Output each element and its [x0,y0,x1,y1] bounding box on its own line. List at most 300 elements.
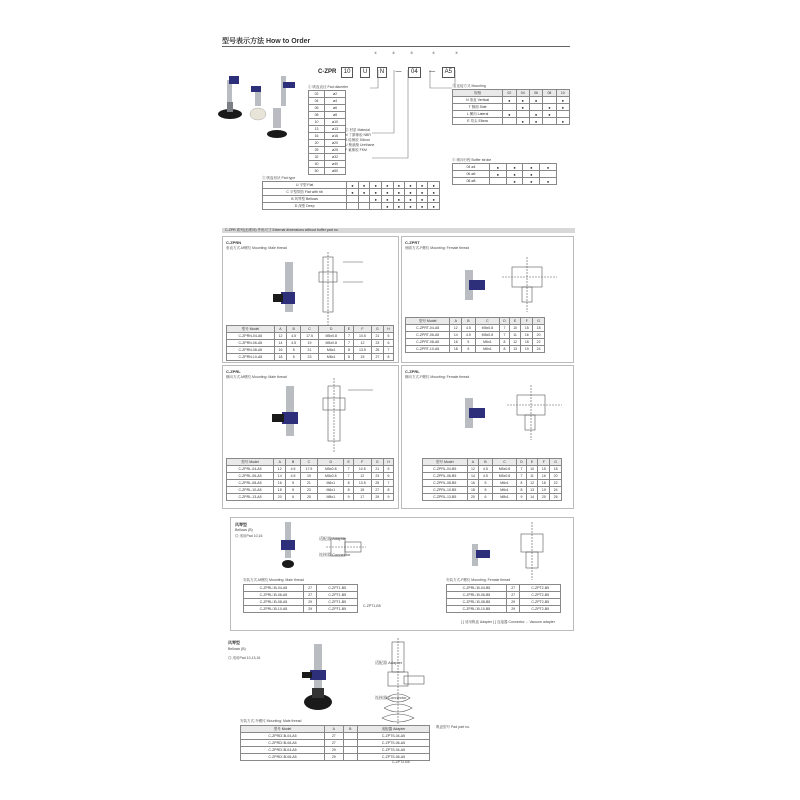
table-cell: 12 [354,340,372,347]
table-cell [543,118,556,125]
panel-4-table [422,458,562,501]
panel-4 [401,365,574,509]
table-cell: C-ZPRL-06-A5 [227,473,274,480]
table-header: F [538,459,550,466]
panel-subtitle: 横向方式-M螺纹 Mounting: Male thread [226,375,287,379]
table-row [241,726,430,733]
bellows-section-connector-label: 连接器 Connector [375,695,407,700]
table-cell: C-ZPRT-06-A5 [406,332,450,339]
table-cell: 14 [467,473,479,480]
table-cell: 7 [517,466,526,473]
table-cell: 13 [309,126,325,133]
table-cell: C-ZPRD□B-04-A5 [241,747,325,754]
table-cell: ● [503,111,516,118]
table-header: F [521,318,533,325]
panel-3-table [226,458,394,501]
table-header: H [383,459,393,466]
table-cell: C-ZPRT-04-A5 [406,325,450,332]
table-header: D [318,326,344,333]
table-cell: 6 [286,494,300,501]
table-cell: M8x1 [318,494,344,501]
table-cell: 8 [344,487,354,494]
table-cell: 16 [450,339,462,346]
size-table-block [308,85,348,175]
table-cell: 18 [550,466,562,473]
table-cell: C-ZPRN-08-A5 [227,347,275,354]
panel-title: C-ZPRL [226,369,241,374]
marker-2: ② [392,51,396,55]
order-code-part-material: U [360,67,370,78]
table-cell: 17.5 [301,333,319,340]
table-cell: C-ZPRL-13-A5 [227,494,274,501]
table-cell: C-ZPRL□B-08-B5 [447,599,507,606]
table-cell [343,754,357,761]
table-cell: 11 [509,332,521,339]
table-row [406,339,545,346]
table-cell: 22 [550,480,562,487]
table-cell: ● [506,171,523,178]
table-cell: ● [489,164,506,171]
table-header: 型号 Model [423,459,468,466]
table-header: H [384,326,394,333]
table-cell: 29 [325,747,344,754]
table-header: F [354,326,372,333]
marker-1: ① [374,51,378,55]
table-cell: M6x1 [318,347,344,354]
table-header: A [274,326,286,333]
table-cell: C-ZPT2-B5 [520,585,561,592]
panel-3-drawing [268,378,388,458]
table-header: C [300,459,318,466]
table-cell: M5x0.8 [318,466,344,473]
table-cell: 7 [500,325,509,332]
table-cell: 21 [301,347,319,354]
table-cell: 12 [509,339,521,346]
bellows-side-model: C-ZPT1-B5 [363,604,381,608]
table-cell: C-ZPRN-06-A5 [227,340,275,347]
table-cell: 7 [344,466,354,473]
table-cell: 12 [274,466,286,473]
table-cell: C-ZPRL-06-B5 [423,473,468,480]
table-row [227,494,394,501]
bellows-section-drawing [372,638,442,738]
table-header: B [462,318,475,325]
table-cell: 13.5 [354,347,372,354]
table-cell: B 风琴型 Bellows [263,196,347,203]
table-row [309,112,346,119]
bellows-adapter-label: 适配器 Adapter [319,536,347,541]
table-cell: ● [529,118,542,125]
table-cell: 29 [303,599,317,606]
table-cell: C-ZPRN-04-A5 [227,333,275,340]
bellows-section-adapter-label: 适配器 Adapter [375,660,403,665]
table-cell: 27 [303,585,317,592]
marker-5: ⑤ [455,51,459,55]
bellows-subtitle: Bellows (B) [235,528,253,532]
table-cell: 4.5 [479,473,492,480]
table-cell [343,733,357,740]
size-table [308,90,346,175]
table-cell: ● [370,189,382,196]
table-cell: 8 [344,354,354,361]
table-row [406,318,545,325]
table-cell: M5x0.8 [318,473,344,480]
bellows-title: 风琴型 [235,522,247,527]
table-cell [358,203,370,210]
marker-3: ③ [410,51,414,55]
table-header: D [318,459,344,466]
bellows-left-drawing [271,520,371,578]
table-cell: 5 [286,480,300,487]
table-cell: 5 [287,347,301,354]
table-header: G [371,459,383,466]
table-header: D [500,318,509,325]
table-cell: ● [382,189,394,196]
table-cell: 15 [521,325,533,332]
table-row [309,105,346,112]
table-header: B [287,326,301,333]
table-cell: ● [503,97,516,104]
table-cell: ● [405,196,417,203]
table-header: A [325,726,344,733]
table-cell: C-ZPRD□B-04-A5 [241,733,325,740]
table-cell: D 深型 Deep [263,203,347,210]
table-cell: 20 [274,494,286,501]
table-cell [529,104,542,111]
table-cell [503,118,516,125]
table-cell: 17.5 [300,466,318,473]
table-header: 06 [529,90,542,97]
bellows-left-caption: 安装方式-M螺纹 Mounting: Male thread [243,578,304,582]
table-cell: 22 [533,339,545,346]
table-cell: C-ZPRD□B-06-A5 [241,740,325,747]
table-cell: C-ZPT1-B5 [317,606,358,613]
table-cell: 23 [371,340,383,347]
table-header: 型号 Model [406,318,450,325]
table-row [453,164,557,171]
table-cell: 40 [309,161,325,168]
list-item: U 聚氨酯 Urethane [345,143,375,147]
table-cell: 20 [533,332,545,339]
table-cell: ø40 [325,161,346,168]
bellows-section-pad: ◎ 适用Pad 10,13,16 [228,656,261,660]
table-row [453,118,570,125]
table-cell: 16 [309,133,325,140]
table-row [423,459,562,466]
panel-title: C-ZPRT [405,240,420,245]
page-title: 型号表示方法 How to Order [222,38,311,45]
table-cell: 50 [309,168,325,175]
table-cell: C-ZPRL-10-B5 [423,487,468,494]
table-cell: 8 [383,487,393,494]
table-header: A [450,318,462,325]
list-item: F 氟橡胶 FKM [345,148,367,152]
table-cell: M5x0.8 [492,473,517,480]
table-row [241,747,430,754]
table-row [227,333,394,340]
table-cell: M6x1 [318,480,344,487]
table-cell: 10.5 [353,466,371,473]
table-header: F [353,459,371,466]
table-row [309,147,346,154]
table-row [447,606,561,613]
table-cell: 04 [309,98,325,105]
table-cell: 13 [509,346,521,353]
table-cell: 27 [506,592,520,599]
order-code-part-buffer: 04 [408,67,421,78]
table-header: G [550,459,562,466]
table-cell: 12 [450,325,462,332]
panel-title: C-ZPRN [226,240,242,245]
order-code-part-thread: A5 [442,67,455,78]
table-cell: 18 [533,325,545,332]
table-cell: 14 [274,473,286,480]
table-cell: M5x0.8 [492,466,517,473]
table-cell: 27 [371,487,383,494]
table-cell: 5 [462,339,475,346]
table-cell: 20 [538,494,550,501]
table-cell: ● [428,196,440,203]
table-cell: ● [405,203,417,210]
table-cell [343,747,357,754]
table-cell: ● [428,189,440,196]
table-cell: C-ZPRL-04-A5 [227,466,274,473]
table-row [309,126,346,133]
table-row [244,599,358,606]
table-cell: ● [516,118,529,125]
table-cell: C-ZPRT-10-A5 [406,346,450,353]
table-cell: 02 [309,91,325,98]
table-cell: 19 [301,340,319,347]
table-cell: ø16 [325,133,346,140]
table-cell: ● [489,171,506,178]
table-row [241,740,430,747]
table-cell: 5 [286,487,300,494]
table-cell: M6x1 [475,346,500,353]
material-list [345,128,374,153]
table-cell: C-ZPRD□B-06-A5 [241,754,325,761]
table-cell: 18 [274,354,286,361]
table-cell: ● [540,178,557,185]
pad-type-table-block [262,176,440,210]
table-header: G [371,326,383,333]
table-row [423,473,562,480]
table-cell: 08 ø8 [453,178,490,185]
table-cell: 16 [274,480,286,487]
table-cell: 29 [506,606,520,613]
table-cell: 19 [538,487,550,494]
table-row [447,592,561,599]
table-cell: M6x1 [475,339,500,346]
table-header: E [526,459,538,466]
table-row [309,98,346,105]
table-cell: 9 [344,494,354,501]
table-cell: 23 [371,473,383,480]
table-cell: C-ZPT1-B5 [317,599,358,606]
table-row [447,585,561,592]
table-cell: 18 [467,487,479,494]
panel-2-table [405,317,545,353]
table-cell: ● [393,196,405,203]
table-row [309,133,346,140]
table-row [227,354,394,361]
table-cell: 16 [467,480,479,487]
table-cell: M6x1 [492,487,517,494]
table-cell: 12 [526,480,538,487]
table-row [244,592,358,599]
bellows-note: [ ] 适用吸盘 Adapter [ ] 连接器 Connector ... Vacuum adapter [461,620,555,624]
table-cell: ● [416,196,428,203]
table-cell: 16 [274,347,286,354]
table-cell: 18 [538,480,550,487]
list-item: S 硅橡胶 Silicon [345,138,371,142]
table-cell: ● [416,182,428,189]
table-cell: ● [358,189,370,196]
buffer-caption: ④ 缓冲行程 Buffer stroke [452,158,492,162]
table-cell: 27 [325,733,344,740]
bellows-panel [230,517,574,631]
table-row [453,90,570,97]
table-cell: 11 [526,473,538,480]
bellows-section-side-caption: 吸盘型号 Pad part no. [436,725,471,729]
table-cell: ● [393,182,405,189]
table-header: B [343,726,357,733]
table-cell: ø8 [325,112,346,119]
pad-type-caption: ⑤ 吸盘形状 Pad type [262,176,296,180]
table-cell: 8 [500,346,509,353]
table-cell: 4.5 [462,325,475,332]
table-cell: 10 [509,325,521,332]
table-cell: 25 [371,347,383,354]
panel-1-table [226,325,394,361]
table-cell: C-ZPT1-B5 [317,585,358,592]
table-cell: ● [405,189,417,196]
table-cell: 19 [300,473,318,480]
table-row [309,140,346,147]
table-cell: 25 [371,480,383,487]
table-cell [358,196,370,203]
table-cell: C-ZPRL-08-A5 [227,480,274,487]
table-cell: C-ZPT2-B5 [520,606,561,613]
table-cell: 8 [344,347,354,354]
table-cell: M8x1 [492,494,517,501]
table-header: E [344,459,354,466]
table-row [447,599,561,606]
table-cell: ● [556,97,569,104]
table-cell: 5 [287,354,301,361]
table-cell: 27 [371,354,383,361]
table-cell: 19 [521,346,533,353]
table-cell: 5 [479,480,492,487]
table-cell: 18 [450,346,462,353]
table-row [423,466,562,473]
bellows-section-side-model: C-ZPT2-B5 [392,760,410,764]
table-cell: 4.5 [479,466,492,473]
table-cell: 4.5 [287,333,301,340]
table-cell: C-ZPTS-06-A5 [357,754,429,761]
pad-type-table [262,181,440,210]
buffer-table-block [452,158,557,185]
panel-2 [401,236,574,363]
table-row [263,189,440,196]
panel-2-drawing [457,252,567,322]
table-cell: C-ZPTS-06-A5 [357,740,429,747]
table-cell: M6x1 [318,487,344,494]
table-cell: 7 [344,333,354,340]
order-code-prefix: C-ZPR [318,69,337,75]
table-cell: 04 ø4 [453,164,490,171]
table-cell: ● [556,104,569,111]
table-header: C [301,326,319,333]
table-cell [347,203,359,210]
table-cell: 25 [309,147,325,154]
table-cell: 26 [550,494,562,501]
table-cell: 06 [309,105,325,112]
table-cell: 7 [500,332,509,339]
table-row [453,104,570,111]
table-cell: ● [370,182,382,189]
marker-4: ④ [432,51,436,55]
table-cell: ● [382,203,394,210]
table-header: G [533,318,545,325]
table-cell: L 横向 Lateral [453,111,503,118]
bellows-right-table [446,584,561,613]
table-cell: 7 [344,473,354,480]
table-row [227,326,394,333]
bellows-section-caption: 安装方式-外螺纹 Mounting: Male thread [240,719,302,723]
table-cell: ● [543,104,556,111]
table-cell: M5x0.8 [318,333,344,340]
table-cell: 6 [383,473,393,480]
table-cell: ● [523,178,540,185]
table-header: E [344,326,354,333]
table-cell: U 平型 Flat [263,182,347,189]
table-cell: ● [393,203,405,210]
table-row [227,480,394,487]
table-cell: C-ZPRL□B-08-A5 [244,599,304,606]
table-cell: C-ZPRL□B-10-A5 [244,606,304,613]
table-cell: 15 [354,354,372,361]
table-cell: 10.5 [354,333,372,340]
table-cell: 8 [384,354,394,361]
table-header: E [509,318,521,325]
title-rule [222,46,570,47]
table-row [227,473,394,480]
table-header: 02 [503,90,516,97]
panel-subtitle: 侧面方式-F螺纹 Mounting: Female thread [405,246,470,250]
table-cell: 21 [300,480,318,487]
table-cell: 27 [303,592,317,599]
table-cell: M6x1 [318,354,344,361]
panel-subtitle: 垂直方式-M螺纹 Mounting: Male thread [226,246,287,250]
table-cell: M5x0.8 [475,332,500,339]
table-cell: C-ZPTS-04-A5 [357,733,429,740]
table-cell: 20 [467,494,479,501]
table-cell: 16 [521,332,533,339]
table-cell: ● [382,182,394,189]
table-cell [556,111,569,118]
table-row [423,487,562,494]
table-cell: 29 [325,754,344,761]
table-row [263,203,440,210]
table-header: 04 [516,90,529,97]
section-bar: C-ZPR 系列(无缓冲) 外形尺寸 External dimensions without buffer part no. [222,228,575,233]
table-row [227,487,394,494]
table-cell: 6 [479,494,492,501]
table-row [406,332,545,339]
table-cell [503,104,516,111]
table-cell: T 侧面 Side [453,104,503,111]
